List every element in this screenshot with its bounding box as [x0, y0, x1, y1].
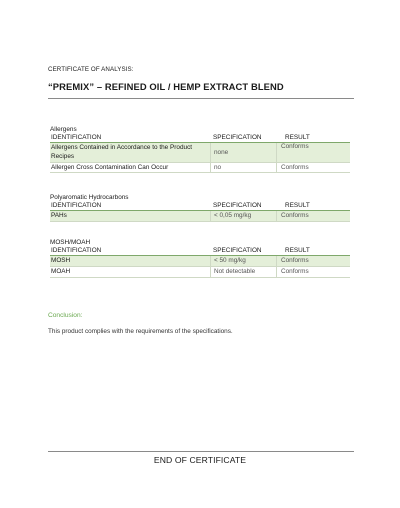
column-header-identification: IDENTIFICATION — [51, 202, 102, 209]
table-row — [50, 143, 350, 163]
specification-cell: Not detectable — [210, 267, 276, 277]
certificate-label: CERTIFICATE OF ANALYSIS: — [48, 66, 134, 73]
pah-table — [50, 202, 350, 222]
table-header-row — [50, 134, 350, 143]
table-row — [50, 267, 350, 278]
identification-cell: PAHs — [51, 212, 67, 219]
specification-cell: none — [210, 143, 276, 162]
identification-cell: Allergen Cross Contamination Can Occur — [51, 164, 169, 171]
section-title: Allergens — [50, 126, 77, 133]
column-header-identification: IDENTIFICATION — [51, 247, 102, 254]
conclusion-heading: Conclusion: — [48, 312, 83, 319]
column-header-result: RESULT — [285, 202, 310, 209]
mosh-moah-table — [50, 247, 350, 278]
column-header-specification: SPECIFICATION — [213, 134, 262, 141]
section-title: MOSH/MOAH — [50, 239, 91, 246]
result-cell: Conforms — [276, 163, 350, 172]
column-header-specification: SPECIFICATION — [213, 247, 262, 254]
specification-cell: no — [210, 163, 276, 172]
column-header-identification: IDENTIFICATION — [51, 134, 102, 141]
identification-cell: MOAH — [51, 268, 71, 275]
result-cell: Conforms — [276, 267, 350, 277]
footer-divider — [48, 451, 354, 452]
table-header-row — [50, 202, 350, 211]
result-cell: Conforms — [276, 211, 350, 221]
specification-cell: < 0,05 mg/kg — [210, 211, 276, 221]
section-title: Polyaromatic Hydrocarbons — [50, 194, 129, 201]
column-header-specification: SPECIFICATION — [213, 202, 262, 209]
identification-cell: MOSH — [51, 257, 71, 264]
result-cell: Conforms — [276, 256, 350, 266]
table-row — [50, 256, 350, 267]
end-of-certificate: END OF CERTIFICATE — [153, 455, 247, 465]
allergens-table — [50, 134, 350, 173]
specification-cell: < 50 mg/kg — [210, 256, 276, 266]
title-divider — [48, 98, 354, 99]
table-header-row — [50, 247, 350, 256]
conclusion-text: This product complies with the requirements of the specifications. — [48, 328, 233, 335]
mosh-moah-section — [50, 239, 350, 278]
pah-section — [50, 194, 350, 222]
column-header-result: RESULT — [285, 134, 310, 141]
result-cell: Conforms — [276, 143, 350, 162]
column-header-result: RESULT — [285, 247, 310, 254]
allergens-section — [50, 126, 350, 173]
table-row — [50, 163, 350, 173]
identification-cell: Allergens Contained in Accordance to the Product Recipes — [51, 144, 193, 160]
document-title: “PREMIX” – REFINED OIL / HEMP EXTRACT BLEND — [48, 81, 284, 92]
table-row — [50, 211, 350, 222]
